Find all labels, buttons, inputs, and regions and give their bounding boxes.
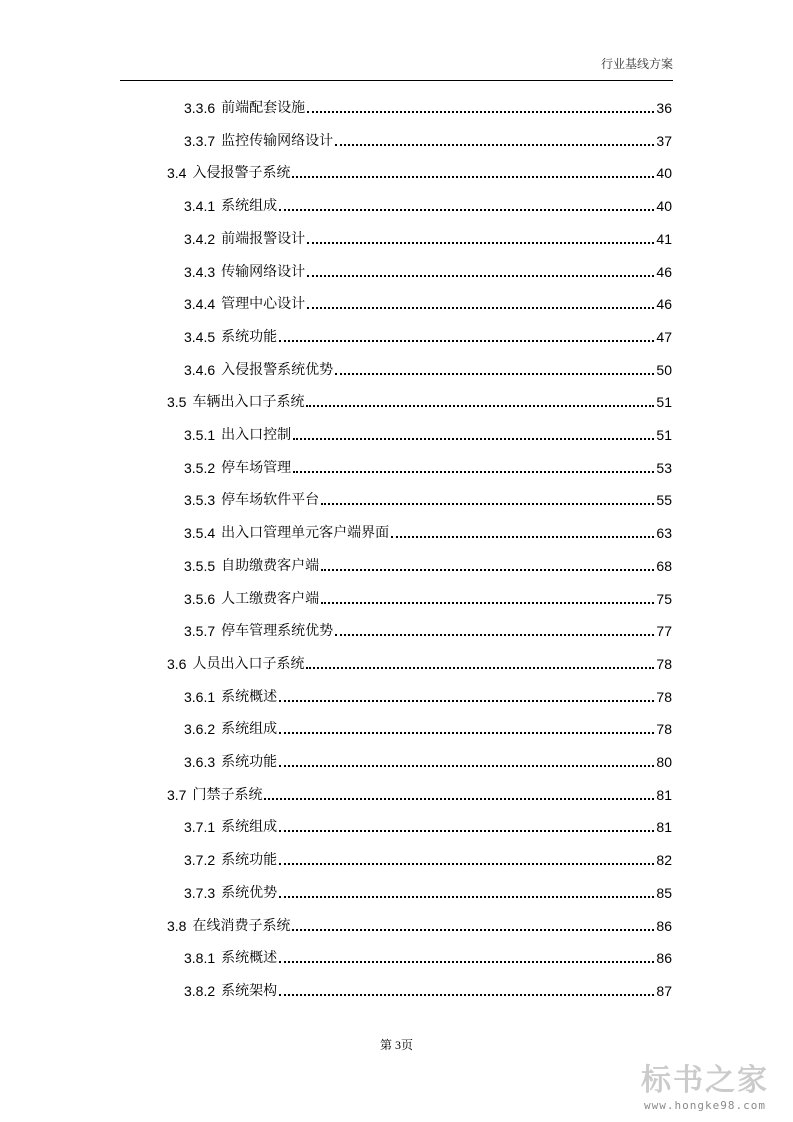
toc-entry[interactable] (184, 880, 672, 902)
toc-entry-title: 前端报警设计 (221, 230, 306, 247)
toc-entry-title: 系统概述 (221, 688, 278, 705)
toc-entry-page: 81 (656, 819, 672, 836)
toc-entry-number: 3.7 (167, 786, 187, 803)
toc-entry[interactable] (184, 422, 672, 444)
toc-dot-leader (279, 863, 654, 865)
toc-entry-number: 3.8.2 (184, 982, 216, 999)
toc-dot-leader (279, 961, 654, 963)
watermark-url: www.hongke98.com (644, 1099, 766, 1112)
toc-entry-number: 3.4.5 (184, 328, 216, 345)
toc-dot-leader (264, 798, 654, 800)
toc-entry-title: 人工缴费客户端 (221, 590, 320, 607)
toc-entry-title: 自助缴费客户端 (221, 557, 320, 574)
toc-entry-page: 40 (656, 198, 672, 215)
toc-dot-leader (279, 765, 654, 767)
toc-entry[interactable] (184, 586, 672, 608)
toc-dot-leader (292, 929, 654, 931)
toc-entry[interactable] (184, 455, 672, 477)
toc-entry-page: 41 (656, 230, 672, 247)
toc-dot-leader (279, 994, 654, 996)
toc-entry-page: 86 (656, 950, 672, 967)
toc-dot-leader (279, 896, 654, 898)
toc-dot-leader (292, 176, 654, 178)
toc-entry-title: 系统功能 (221, 328, 278, 345)
toc-entry-number: 3.5.5 (184, 557, 216, 574)
toc-entry-title: 出入口控制 (221, 427, 292, 443)
toc-dot-leader (279, 732, 654, 734)
toc-entry-page: 81 (656, 786, 672, 803)
toc-entry[interactable] (184, 95, 672, 117)
toc-entry-number: 3.5.1 (184, 427, 216, 443)
header-title: 行业基线方案 (600, 57, 673, 71)
toc-entry-title: 传输网络设计 (221, 263, 306, 280)
toc-entry-page: 78 (656, 688, 672, 705)
toc-entry[interactable] (184, 978, 672, 1000)
toc-entry-title: 入侵报警子系统 (192, 165, 291, 182)
toc-entry-number: 3.8 (167, 917, 187, 934)
toc-entry-page: 53 (656, 459, 672, 476)
toc-dot-leader (335, 373, 654, 375)
toc-entry-title: 系统组成 (221, 819, 278, 836)
toc-entry-number: 3.4.1 (184, 198, 216, 215)
toc-entry-number: 3.7.3 (184, 884, 216, 901)
toc-dot-leader (391, 536, 654, 538)
toc-entry[interactable] (184, 945, 672, 967)
toc-entry-number: 3.6 (167, 655, 187, 672)
toc-entry-title: 系统架构 (221, 982, 278, 999)
toc-entry-title: 停车管理系统优势 (221, 623, 334, 640)
toc-entry-number: 3.5.2 (184, 459, 216, 476)
toc-entry-page: 80 (656, 754, 672, 770)
toc-entry-number: 3.4.2 (184, 230, 216, 247)
toc-entry[interactable] (184, 520, 672, 542)
toc-entry-title: 系统功能 (221, 754, 278, 770)
toc-entry-page: 51 (656, 427, 672, 443)
toc-dot-leader (321, 602, 654, 604)
toc-entry-number: 3.4 (167, 165, 187, 182)
toc-entry[interactable] (184, 291, 672, 313)
header-divider (120, 80, 673, 81)
toc-entry[interactable] (184, 684, 672, 706)
toc-entry-title: 门禁子系统 (192, 786, 263, 803)
toc-entry-page: 82 (656, 852, 672, 869)
toc-entry-number: 3.3.6 (184, 100, 216, 116)
toc-entry-page: 63 (656, 525, 672, 542)
toc-entry-page: 85 (656, 884, 672, 901)
toc-entry-number: 3.6.1 (184, 688, 216, 705)
toc-dot-leader (335, 144, 654, 146)
toc-dot-leader (321, 569, 654, 571)
toc-entry-title: 人员出入口子系统 (192, 655, 305, 672)
toc-entry-page: 68 (656, 557, 672, 574)
watermark-logo (625, 1055, 785, 1112)
toc-entry-page: 86 (656, 917, 672, 934)
toc-entry[interactable] (184, 618, 672, 640)
toc-entry-title: 监控传输网络设计 (221, 132, 334, 149)
toc-entry[interactable] (184, 814, 672, 836)
toc-dot-leader (279, 700, 654, 702)
toc-entry-page: 47 (656, 328, 672, 345)
toc-entry-number: 3.3.7 (184, 132, 216, 149)
toc-entry[interactable] (184, 749, 672, 771)
toc-dot-leader (279, 340, 654, 342)
toc-entry-title: 出入口管理单元客户端界面 (221, 525, 390, 542)
toc-entry-page: 78 (656, 655, 672, 672)
toc-entry-number: 3.4.6 (184, 361, 216, 378)
toc-entry-number: 3.4.3 (184, 263, 216, 280)
toc-entry[interactable] (184, 226, 672, 248)
toc-entry-title: 管理中心设计 (221, 296, 306, 313)
toc-entry-number: 3.7.1 (184, 819, 216, 836)
toc-entry-page: 36 (656, 100, 672, 116)
toc-entry[interactable] (184, 487, 672, 509)
toc-entry[interactable] (184, 259, 672, 281)
toc-entry[interactable] (167, 160, 672, 182)
toc-entry-title: 系统优势 (221, 884, 278, 901)
toc-entry[interactable] (184, 128, 672, 150)
toc-dot-leader (279, 209, 654, 211)
toc-entry[interactable] (167, 389, 672, 411)
toc-entry[interactable] (184, 847, 672, 869)
toc-entry[interactable] (184, 716, 672, 738)
toc-dot-leader (293, 438, 654, 440)
toc-entry-page: 87 (656, 982, 672, 999)
toc-entry-number: 3.5 (167, 394, 187, 411)
toc-entry-title: 前端配套设施 (221, 100, 306, 116)
toc-entry-number: 3.5.7 (184, 623, 216, 640)
toc-dot-leader (306, 405, 654, 407)
toc-entry-title: 系统概述 (221, 950, 278, 967)
toc-entry-title: 入侵报警系统优势 (221, 361, 334, 378)
toc-entry-title: 停车场管理 (221, 459, 292, 476)
toc-entry[interactable] (167, 782, 672, 804)
toc-entry-page: 37 (656, 132, 672, 149)
toc-entry[interactable] (184, 324, 672, 346)
toc-entry-title: 系统组成 (221, 198, 278, 215)
toc-entry-page: 55 (656, 492, 672, 509)
toc-entry-page: 78 (656, 721, 672, 738)
toc-entry-page: 75 (656, 590, 672, 607)
toc-entry-title: 停车场软件平台 (221, 492, 320, 509)
toc-dot-leader (306, 667, 654, 669)
toc-entry-page: 40 (656, 165, 672, 182)
toc-entry-number: 3.8.1 (184, 950, 216, 967)
toc-entry-page: 51 (656, 394, 672, 411)
toc-entry[interactable] (184, 553, 672, 575)
toc-entry-page: 77 (656, 623, 672, 640)
toc-entry-number: 3.5.6 (184, 590, 216, 607)
toc-entry[interactable] (167, 913, 672, 935)
toc-entry-number: 3.7.2 (184, 852, 216, 869)
toc-entry-page: 46 (656, 296, 672, 313)
toc-entry[interactable] (167, 651, 672, 673)
toc-entry-title: 在线消费子系统 (192, 917, 291, 934)
toc-dot-leader (307, 307, 654, 309)
toc-dot-leader (321, 503, 654, 505)
toc-entry[interactable] (184, 357, 672, 379)
toc-entry-page: 50 (656, 361, 672, 378)
toc-entry-number: 3.6.3 (184, 754, 216, 770)
toc-entry-page: 46 (656, 263, 672, 280)
toc-entry[interactable] (184, 193, 672, 215)
toc-entry-title: 系统功能 (221, 852, 278, 869)
toc-entry-number: 3.5.4 (184, 525, 216, 542)
toc-dot-leader (307, 275, 654, 277)
toc-entry-number: 3.4.4 (184, 296, 216, 313)
toc-dot-leader (335, 634, 654, 636)
toc-dot-leader (307, 242, 654, 244)
toc-entry-number: 3.5.3 (184, 492, 216, 509)
toc-dot-leader (293, 471, 654, 473)
toc-entry-title: 系统组成 (221, 721, 278, 738)
toc-entry-title: 车辆出入口子系统 (192, 394, 305, 411)
toc-dot-leader (307, 111, 654, 113)
toc-dot-leader (279, 830, 654, 832)
toc-entry-number: 3.6.2 (184, 721, 216, 738)
watermark-brand: 标书之家 (641, 1063, 769, 1098)
page-number: 第 3页 (379, 1038, 413, 1052)
